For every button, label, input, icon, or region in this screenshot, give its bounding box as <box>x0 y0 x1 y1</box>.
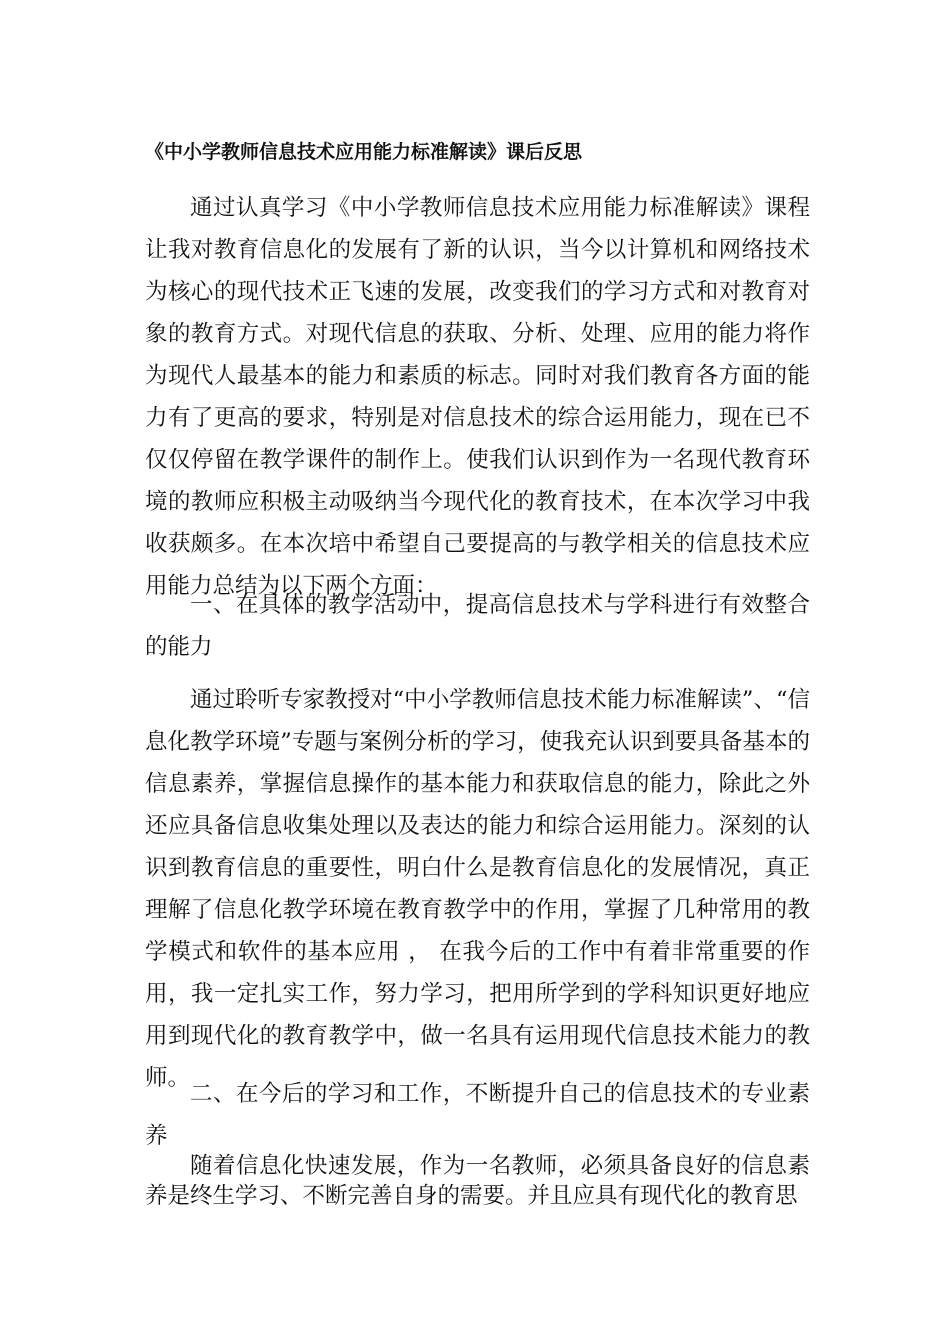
section-heading-2: 二、在今后的学习和工作，不断提升自己的信息技术的专业素养 <box>145 1081 810 1149</box>
paragraph-intro: 通过认真学习《中小学教师信息技术应用能力标准解读》课程让我对教育信息化的发展有了新的认识，当今以计算机和网络技术为核心的现代技术正飞速的发展，改变我们的学习方式和对教育对象的教育方式。对现代信息的获取、分析、处理、应用的能力将作为现代人最基本的能力和素质的标志。同时对我们教育各方面的能力有了更高的要求，特别是对信息技术的综合运用能力，现在已不仅仅停留在教学课件的制作上。使我们认识到作为一名现代教育环境的教师应积极主动吸纳当今现代化的教育技术，在本次学习中我收获颇多。在本次培中希望自己要提高的与教学相关的信息技术应用能力总结为以下两个方面： <box>145 195 810 599</box>
paragraph-section-2: 随着信息化快速发展，作为一名教师，必须具备良好的信息素养是终生学习、不断完善自身的需要。并且应具有现代化的教育思 <box>145 1153 810 1209</box>
paragraph-section-1: 通过聆听专家教授对“中小学教师信息技术能力标准解读”、“信息化教学环境”专题与案例分析的学习，使我充认识到要具备基本的信息素养，掌握信息操作的基本能力和获取信息的能力，除此之外还应具备信息收集处理以及表达的能力和综合运用能力。深刻的认识到教育信息的重要性，明白什么是教育信息化的发展情况，真正理解了信息化教学环境在教育教学中的作用，掌握了几种常用的教学模式和软件的基本应用 ， 在我今后的工作中有着非常重要的作用，我一定扎实工作，努力学习，把用所学到的学科知识更好地应用到现代化的教育教学中，做一名具有运用现代信息技术能力的教师。 <box>145 687 810 1091</box>
document-title: 《中小学教师信息技术应用能力标准解读》课后反思 <box>145 141 583 163</box>
section-heading-1: 一、在具体的教学活动中，提高信息技术与学科进行有效整合的能力 <box>145 592 810 660</box>
